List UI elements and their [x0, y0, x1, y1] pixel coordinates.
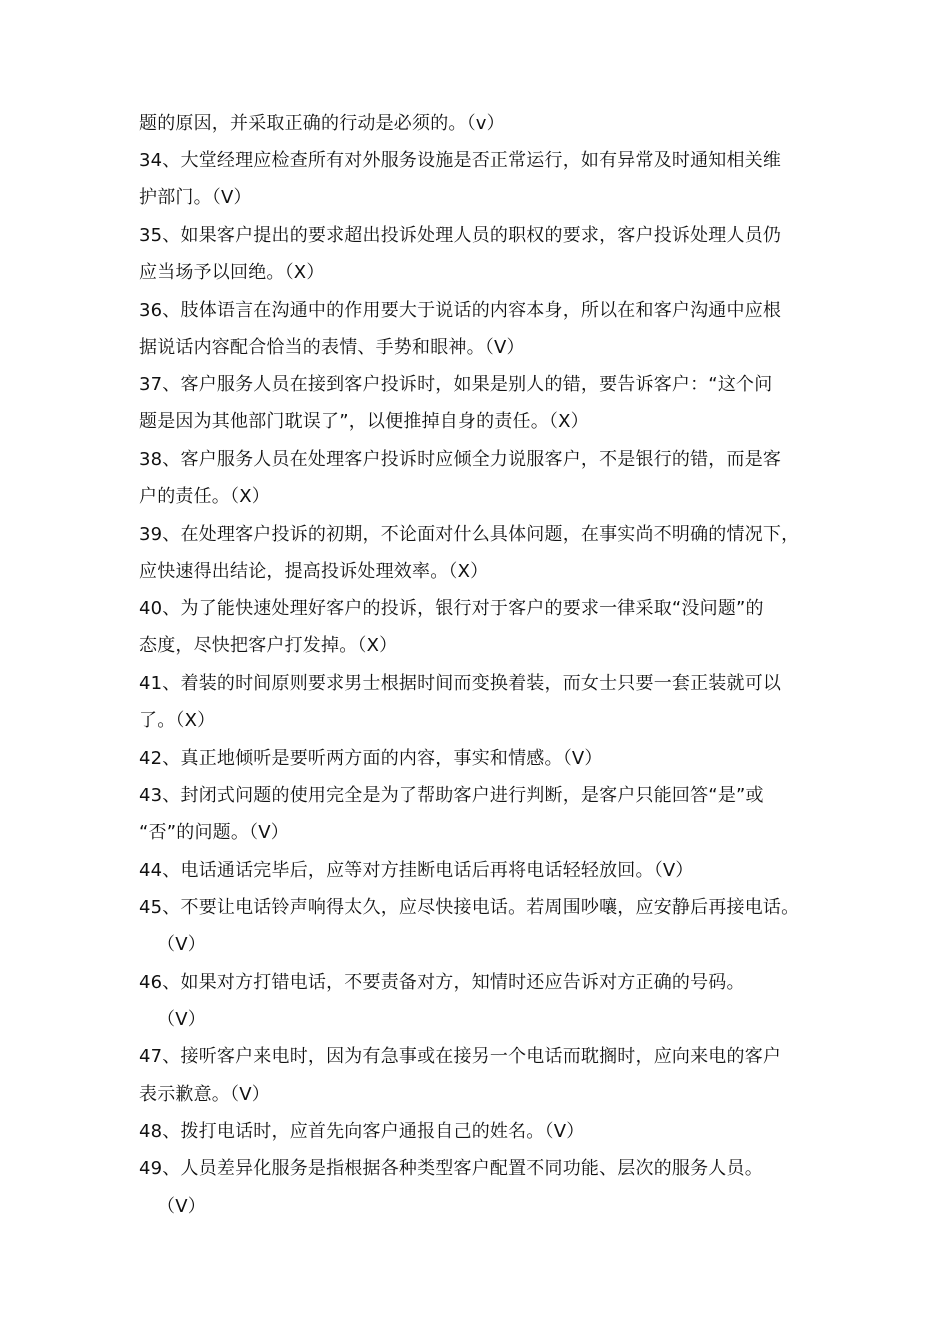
text-line: 34、大堂经理应检查所有对外服务设施是否正常运行，如有异常及时通知相关维: [139, 150, 782, 171]
text-line: 36、肢体语言在沟通中的作用要大于说话的内容本身，所以在和客户沟通中应根: [139, 300, 782, 321]
text-line: 题是因为其他部门耽误了”，以便推掉自身的责任。（X）: [139, 411, 589, 432]
text-line: 题的原因，并采取正确的行动是必须的。（v）: [139, 113, 505, 134]
text-line: （V）: [157, 1009, 206, 1030]
text-line: 态度，尽快把客户打发掉。（X）: [139, 635, 398, 656]
text-line: 应快速得出结论，提高投诉处理效率。（X）: [139, 561, 489, 582]
text-line: 了。（X）: [139, 710, 216, 731]
text-line: 43、封闭式问题的使用完全是为了帮助客户进行判断，是客户只能回答“是”或: [139, 785, 764, 806]
text-line: 37、客户服务人员在接到客户投诉时，如果是别人的错，要告诉客户：“这个问: [139, 374, 773, 395]
text-line: 41、着装的时间原则要求男士根据时间而变换着装，而女士只要一套正装就可以: [139, 673, 782, 694]
text-line: （V）: [157, 1196, 206, 1217]
text-line: 据说话内容配合恰当的表情、手势和眼神。（V）: [139, 337, 525, 358]
text-line: 45、不要让电话铃声响得太久，应尽快接电话。若周围吵嚷，应安静后再接电话。: [139, 897, 800, 918]
text-line: 39、在处理客户投诉的初期，不论面对什么具体问题，在事实尚不明确的情况下，: [139, 524, 800, 545]
text-line: 48、拨打电话时，应首先向客户通报自己的姓名。（V）: [139, 1121, 585, 1142]
text-line: 38、客户服务人员在处理客户投诉时应倾全力说服客户，不是银行的错，而是客: [139, 449, 782, 470]
text-line: 户的责任。（X）: [139, 486, 270, 507]
text-line: 44、电话通话完毕后，应等对方挂断电话后再将电话轻轻放回。（V）: [139, 860, 694, 881]
text-line: 35、如果客户提出的要求超出投诉处理人员的职权的要求，客户投诉处理人员仍: [139, 225, 782, 246]
text-line: 40、为了能快速处理好客户的投诉，银行对于客户的要求一律采取“没问题”的: [139, 598, 764, 619]
text-line: （V）: [157, 934, 206, 955]
text-line: “否”的问题。（V）: [139, 822, 289, 843]
text-line: 46、如果对方打错电话，不要责备对方，知情时还应告诉对方正确的号码。: [139, 972, 745, 993]
text-line: 表示歉意。（V）: [139, 1084, 270, 1105]
text-line: 应当场予以回绝。（X）: [139, 262, 325, 283]
text-line: 49、人员差异化服务是指根据各种类型客户配置不同功能、层次的服务人员。: [139, 1158, 763, 1179]
text-line: 护部门。（V）: [139, 187, 252, 208]
text-line: 47、接听客户来电时，因为有急事或在接另一个电话而耽搁时，应向来电的客户: [139, 1046, 782, 1067]
text-line: 42、真正地倾听是要听两方面的内容，事实和情感。（V）: [139, 748, 603, 769]
